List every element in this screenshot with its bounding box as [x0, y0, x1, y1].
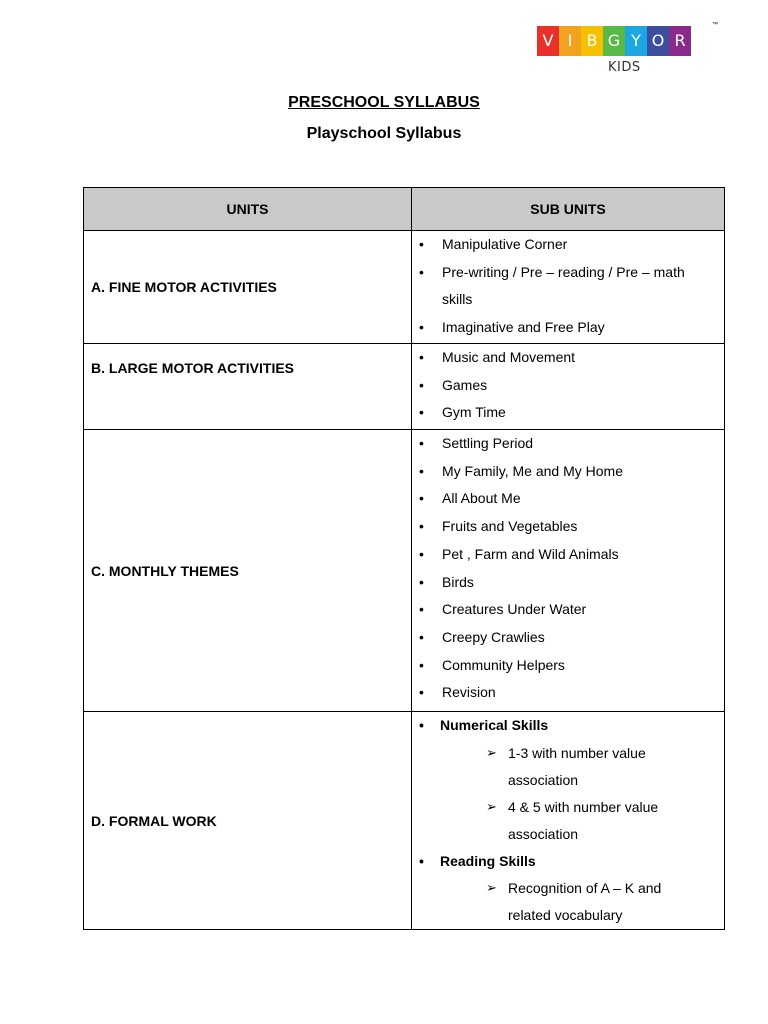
document-subtitle: Playschool Syllabus: [306, 125, 462, 142]
logo-letter-g: G: [603, 26, 625, 56]
unit-cell: D. FORMAL WORK: [84, 712, 412, 930]
list-item: ➢ 4 & 5 with number value association: [412, 794, 724, 848]
logo-letter-y: Y: [625, 26, 647, 56]
unit-cell: A. FINE MOTOR ACTIVITIES: [84, 231, 412, 344]
logo-letter-o: O: [647, 26, 669, 56]
list-item: • All About Me: [412, 485, 724, 513]
syllabus-table: [83, 187, 725, 930]
sub-unit-list: [412, 231, 724, 342]
document-title-text: PRESCHOOL SYLLABUS: [288, 94, 480, 111]
table-row: [84, 712, 725, 930]
list-item: • Manipulative Corner: [412, 231, 724, 259]
header-units: UNITS: [84, 188, 412, 231]
list-item: • Revision: [412, 679, 724, 707]
list-item: • Creatures Under Water: [412, 596, 724, 624]
sub-units-cell: [412, 344, 725, 430]
list-item: • Imaginative and Free Play: [412, 314, 724, 342]
logo-trademark: ™: [712, 22, 718, 28]
skill-item-list: [412, 875, 724, 929]
logo-letter-i: I: [559, 26, 581, 56]
list-item: • My Family, Me and My Home: [412, 458, 724, 486]
logo-letter-v: V: [537, 26, 559, 56]
sub-unit-list: [412, 344, 724, 427]
list-item: • Community Helpers: [412, 652, 724, 680]
list-item: • Pre-writing / Pre – reading / Pre – math skills: [412, 259, 724, 314]
logo-kids-label: KIDS: [608, 60, 641, 75]
list-item: • Settling Period: [412, 430, 724, 458]
list-item: • Games: [412, 372, 724, 400]
list-item: • Fruits and Vegetables: [412, 513, 724, 541]
list-item: ➢ 1-3 with number value association: [412, 740, 724, 794]
list-item: • Gym Time: [412, 399, 724, 427]
vibgyor-kids-logo: [537, 22, 717, 80]
list-item: • Music and Movement: [412, 344, 724, 372]
document-title: [0, 94, 768, 112]
sub-units-cell: [412, 231, 725, 344]
table-header-row: [84, 188, 725, 231]
table-row: [84, 344, 725, 430]
table-row: [84, 430, 725, 712]
skill-group-heading: • Reading Skills: [412, 848, 724, 876]
logo-letter-r: R: [669, 26, 691, 56]
sub-unit-list: [412, 430, 724, 707]
sub-units-cell: [412, 430, 725, 712]
list-item: • Birds: [412, 569, 724, 597]
list-item: • Creepy Crawlies: [412, 624, 724, 652]
sub-unit-list: [412, 712, 724, 740]
unit-cell: C. MONTHLY THEMES: [84, 430, 412, 712]
logo-letter-bar: [537, 26, 691, 56]
skill-item-list: [412, 740, 724, 848]
sub-unit-list: [412, 848, 724, 876]
header-sub-units: SUB UNITS: [412, 188, 725, 231]
table-row: [84, 231, 725, 344]
list-item: ➢ Recognition of A – K and related vocabulary: [412, 875, 724, 929]
unit-cell: B. LARGE MOTOR ACTIVITIES: [84, 344, 412, 430]
sub-units-cell: [412, 712, 725, 930]
list-item: • Pet , Farm and Wild Animals: [412, 541, 724, 569]
logo-letter-b: B: [581, 26, 603, 56]
skill-group-heading: • Numerical Skills: [412, 712, 724, 740]
